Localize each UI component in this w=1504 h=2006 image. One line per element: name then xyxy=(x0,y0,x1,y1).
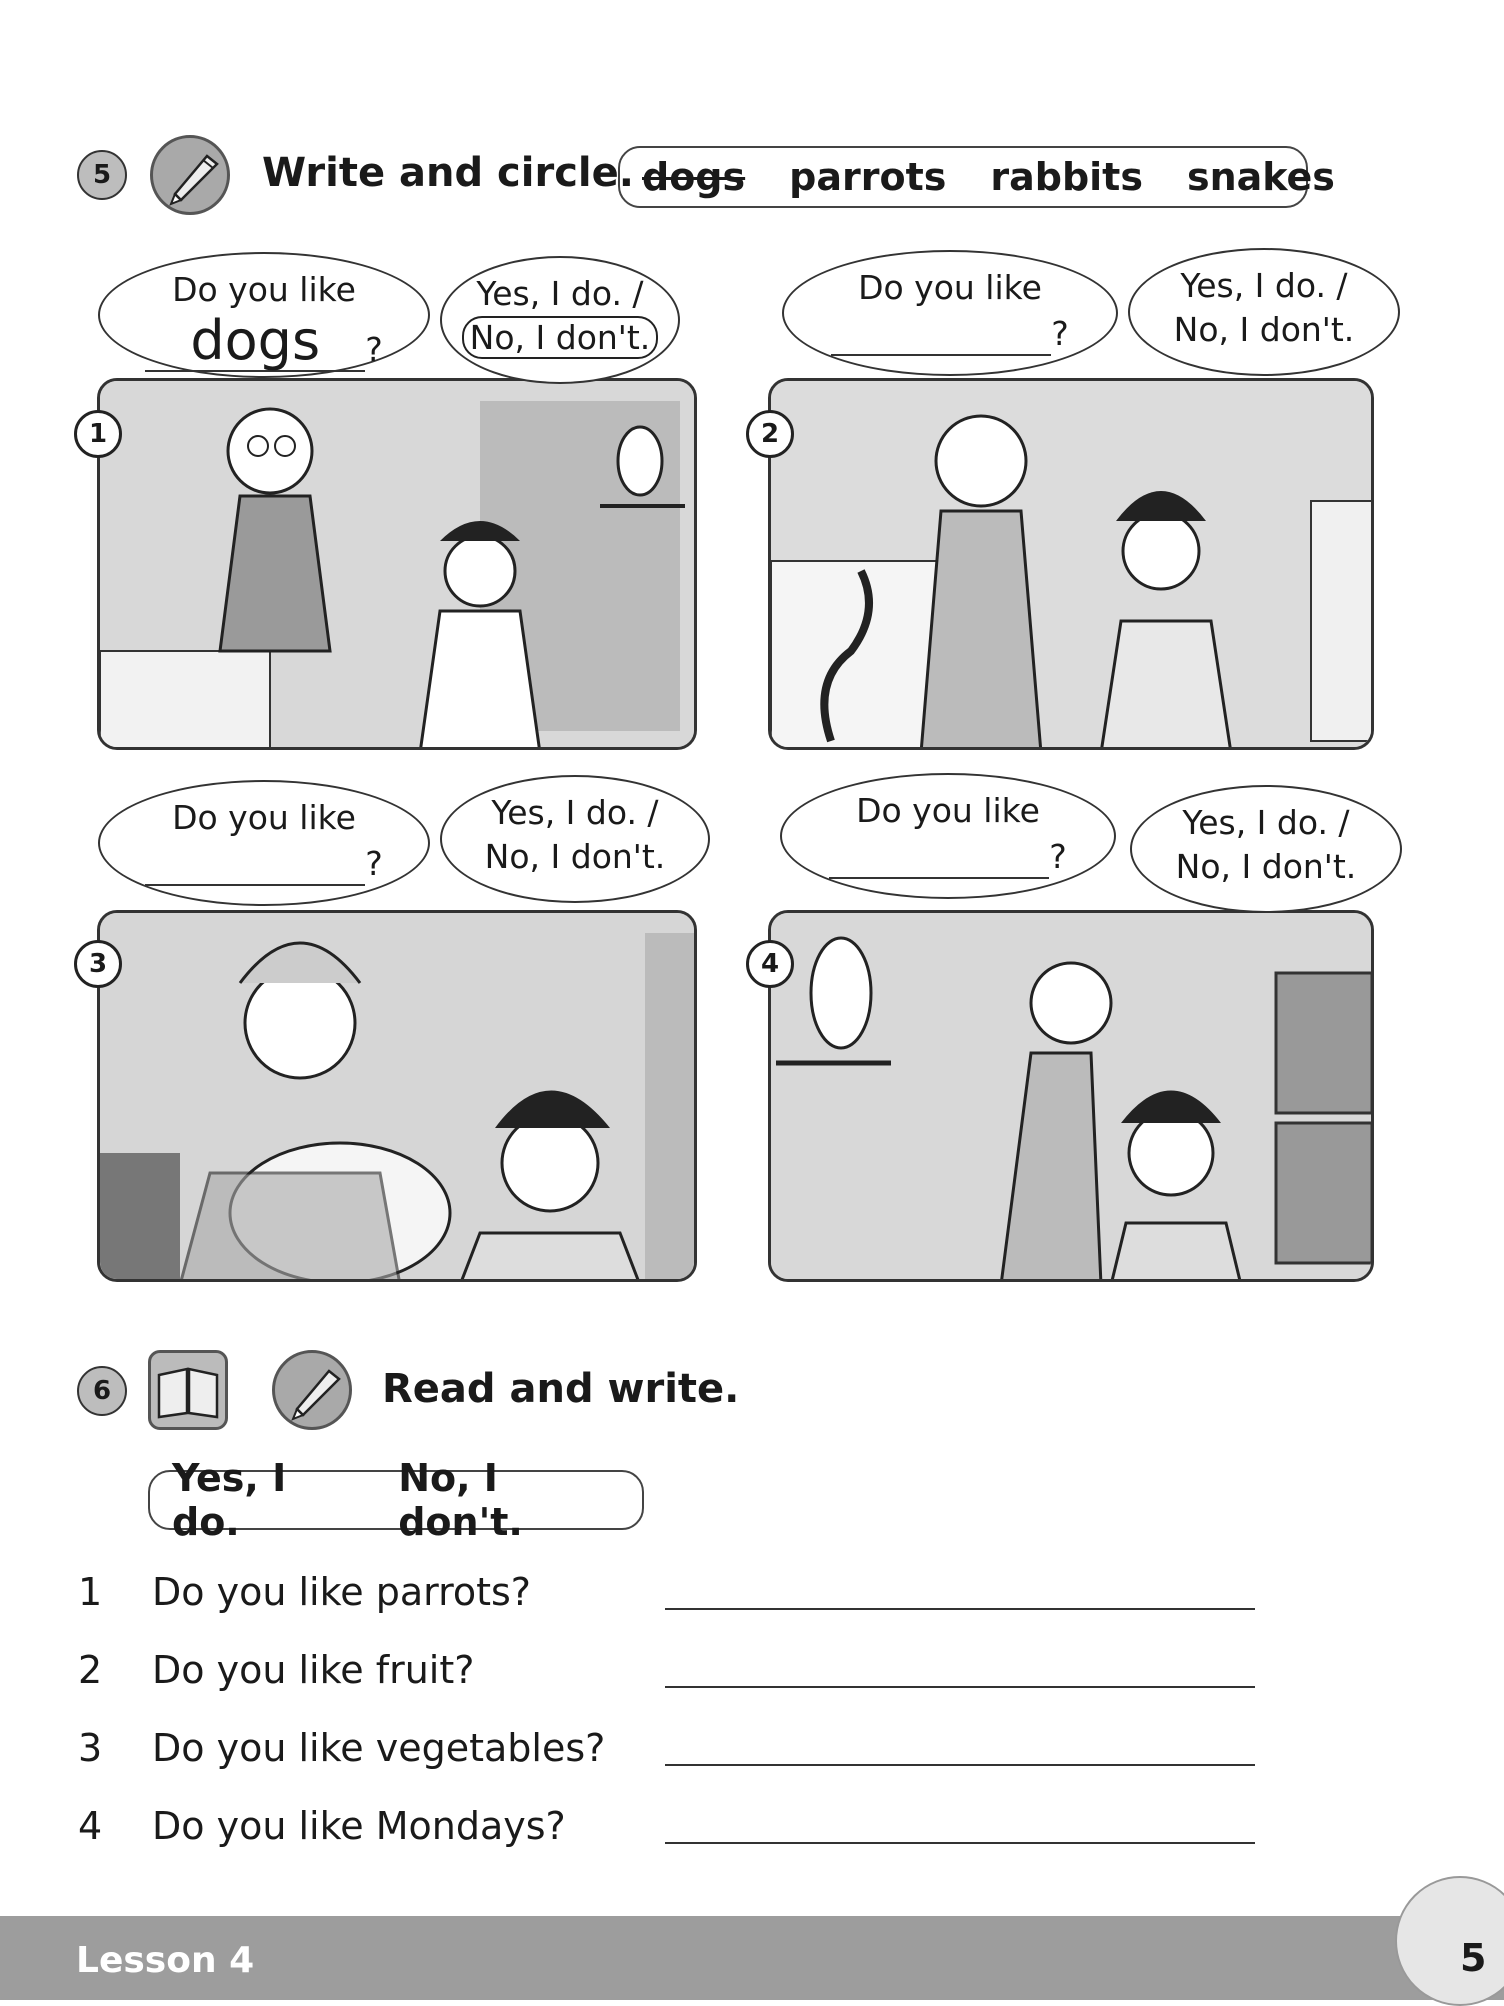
answer-no-circled: No, I don't. xyxy=(462,316,659,359)
exercise-5-instruction: Write and circle. xyxy=(262,150,634,196)
comic-panel-3 xyxy=(97,910,697,1282)
question-text: Do you like xyxy=(856,791,1040,830)
answer-blank[interactable] xyxy=(829,833,1049,879)
answer-no[interactable]: No, I don't. xyxy=(1173,310,1355,349)
question-text: Do you like xyxy=(172,270,356,309)
comic-panel-2 xyxy=(768,378,1374,750)
answer-yes[interactable]: Yes, I do. / xyxy=(1180,266,1348,305)
word-bank-item: dogs xyxy=(642,155,746,199)
question-text: Do you like fruit? xyxy=(152,1648,475,1692)
answer-yes[interactable]: Yes, I do. / xyxy=(1182,803,1350,842)
question-text: Do you like parrots? xyxy=(152,1570,531,1614)
answer-line[interactable] xyxy=(665,1684,1255,1688)
answer-no[interactable]: No, I don't. xyxy=(1175,847,1357,886)
question-text: Do you like Mondays? xyxy=(152,1804,566,1848)
exercise-5-badge: 5 xyxy=(77,150,127,200)
comic-panel-1 xyxy=(97,378,697,750)
question-number: 3 xyxy=(78,1726,103,1770)
answer-bubble-1 xyxy=(440,256,680,384)
question-text: Do you like vegetables? xyxy=(152,1726,606,1770)
answer-line[interactable] xyxy=(665,1840,1255,1844)
exercise-6-badge: 6 xyxy=(77,1366,127,1416)
panel-number: 1 xyxy=(74,410,122,458)
answer-options-box xyxy=(148,1456,644,1544)
answer-option: No, I don't. xyxy=(398,1456,523,1544)
question-bubble-3 xyxy=(98,780,430,906)
comic-panel-4 xyxy=(768,910,1374,1282)
word-bank-item: snakes xyxy=(1186,155,1335,199)
question-mark: ? xyxy=(365,330,383,369)
answer-line[interactable] xyxy=(665,1606,1255,1610)
answer-line[interactable] xyxy=(665,1762,1255,1766)
question-text: Do you like xyxy=(172,798,356,837)
panel-number: 4 xyxy=(746,940,794,988)
question-bubble-1 xyxy=(98,252,430,378)
word-bank xyxy=(618,146,1335,208)
answer-no[interactable]: No, I don't. xyxy=(484,837,666,876)
question-number: 4 xyxy=(78,1804,103,1848)
answer-bubble-3 xyxy=(440,775,710,903)
answer-bubble-2 xyxy=(1128,248,1400,376)
answer-yes[interactable]: Yes, I do. / xyxy=(491,793,659,832)
answer-blank[interactable] xyxy=(145,840,365,886)
panel-number: 2 xyxy=(746,410,794,458)
answer-yes: Yes, I do. / xyxy=(476,274,644,313)
pencil-icon xyxy=(150,135,230,215)
page-number: 5 xyxy=(1460,1936,1487,1980)
word-bank-item: rabbits xyxy=(990,155,1143,199)
question-text: Do you like xyxy=(858,268,1042,307)
lesson-label: Lesson 4 xyxy=(76,1940,255,1981)
answer-option: Yes, I do. xyxy=(172,1456,287,1544)
question-mark: ? xyxy=(365,844,383,883)
book-icon xyxy=(148,1350,228,1430)
answer-bubble-4 xyxy=(1130,785,1402,913)
pencil-icon xyxy=(272,1350,352,1430)
panel-number: 3 xyxy=(74,940,122,988)
answer-blank-filled: dogs xyxy=(145,312,365,372)
question-mark: ? xyxy=(1051,314,1069,353)
question-number: 2 xyxy=(78,1648,103,1692)
question-number: 1 xyxy=(78,1570,103,1614)
question-bubble-2 xyxy=(782,250,1118,376)
word-bank-item: parrots xyxy=(789,155,947,199)
answer-blank[interactable] xyxy=(831,310,1051,356)
exercise-6-instruction: Read and write. xyxy=(382,1366,740,1412)
question-bubble-4 xyxy=(780,773,1116,899)
question-mark: ? xyxy=(1049,837,1067,876)
